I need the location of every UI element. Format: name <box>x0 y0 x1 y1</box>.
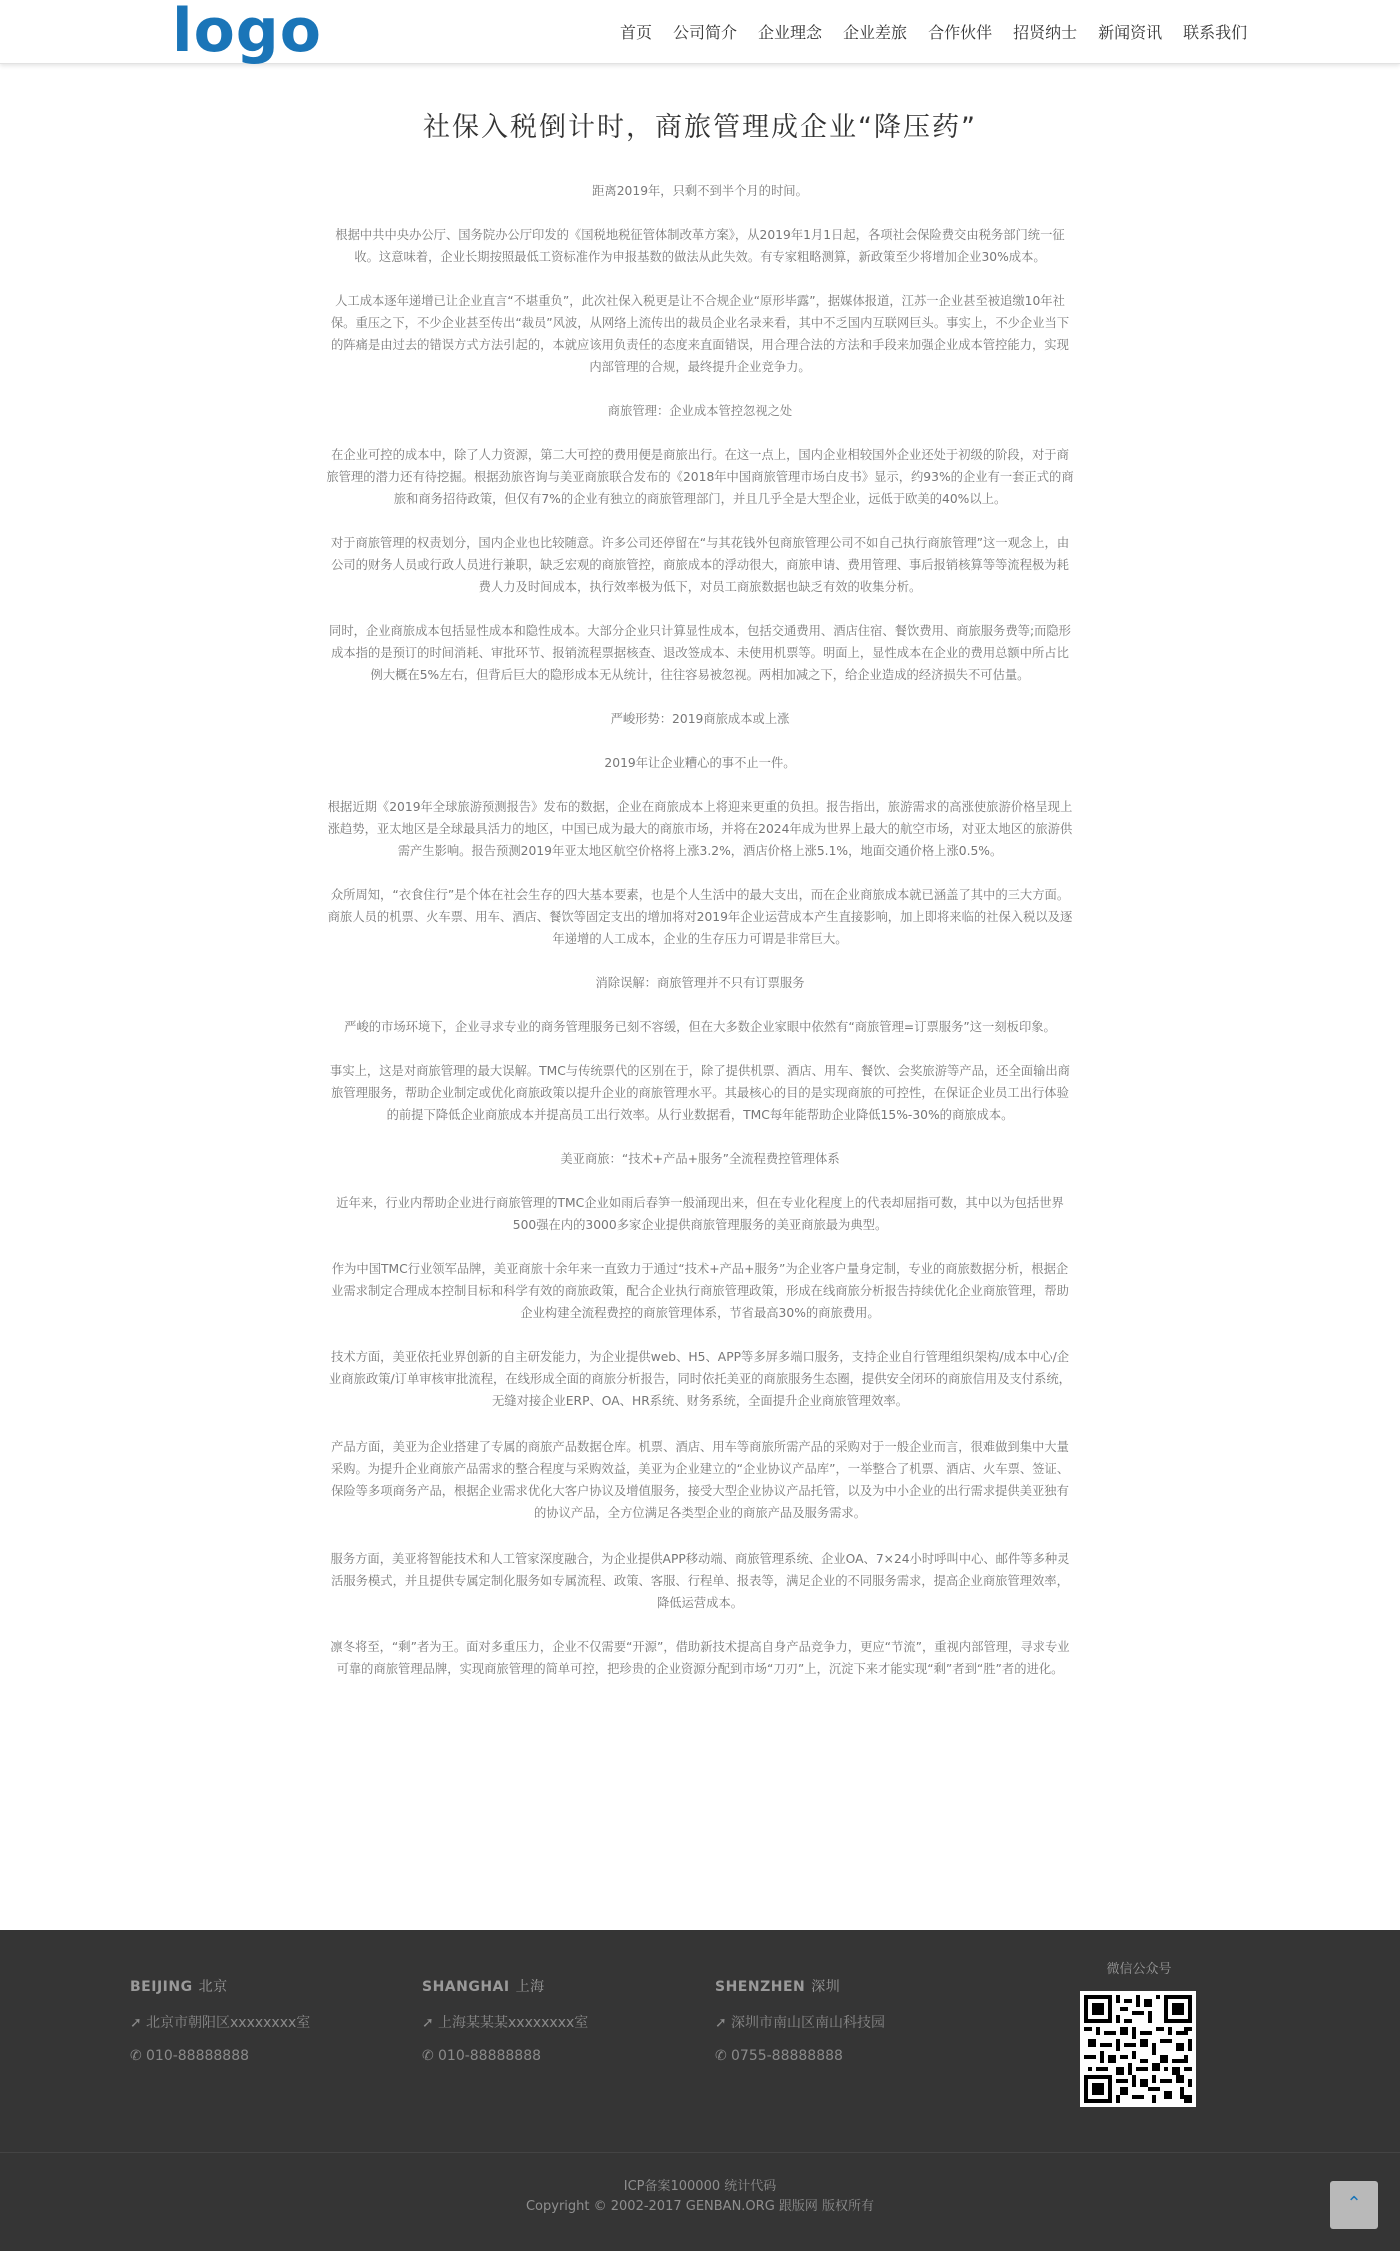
article-section-heading: 消除误解：商旅管理并不只有订票服务 <box>595 976 805 990</box>
back-to-top-button[interactable] <box>1330 2181 1378 2229</box>
chevron-up-icon: ⌃ <box>1346 2193 1362 2214</box>
phone-icon: ✆ <box>715 2048 727 2064</box>
office-address: ➚ 上海某某某xxxxxxxx室 <box>422 2015 589 2031</box>
copyright: Copyright © 2002-2017 GENBAN.ORG 跟版网 版权所有 <box>525 2199 875 2214</box>
article-title: 社保入税倒计时，商旅管理成企业“降压药” <box>423 112 977 143</box>
article-paragraph: 产品方面，美亚为企业搭建了专属的商旅产品数据仓库。机票、酒店、用车等商旅所需产品的采购对于一般企业而言，很难做到集中大量采购。为提升企业商旅产品需求的整合程度与采购效益，美亚为企业建立的“企业协议产品库”，一举整合了机票、酒店、火车票、签证、保险等多项商务产品，根据企业需求优化大客户协议及增值服务，接受大型企业协议产品托管，以及为中小企业的出行需求提供美亚独有的协议产品，全方位满足各类型企业的商旅产品及服务需求。 <box>330 1440 1070 1520</box>
footer-bottom <box>0 2152 1400 2251</box>
nav-item-partners[interactable]: 合作伙伴 <box>928 23 993 42</box>
article-paragraph: 近年来，行业内帮助企业进行商旅管理的TMC企业如雨后春笋一般涌现出来，但在专业化程度上的代表却屈指可数，其中以为包括世界500强在内的3000多家企业提供商旅管理服务的美亚商旅最为典型。 <box>336 1196 1064 1232</box>
article-paragraph: 在企业可控的成本中，除了人力资源，第二大可控的费用便是商旅出行。在这一点上，国内企业相较国外企业还处于初级的阶段，对于商旅管理的潜力还有待挖掘。根据劲旅咨询与美亚商旅联合发布的《2018年中国商旅管理市场白皮书》显示，约93%的企业有一套正式的商旅和商务招待政策，但仅有7%的企业有独立的商旅管理部门，并且几乎全是大型企业，远低于欧美的40%以上。 <box>326 448 1074 506</box>
article-paragraph: 作为中国TMC行业领军品牌，美亚商旅十余年来一直致力于通过“技术+产品+服务”为企业客户量身定制，专业的商旅数据分析，根据企业需求制定合理成本控制目标和科学有效的商旅政策，配合企业执行商旅管理政策，形成在线商旅分析报告持续优化企业商旅管理，帮助企业构建全流程费控的商旅管理体系，节省最高30%的商旅费用。 <box>331 1262 1069 1320</box>
office-phone: ✆ 010-88888888 <box>130 2048 250 2064</box>
site-logo[interactable]: logo <box>172 0 322 66</box>
office-shanghai <box>422 1976 682 2064</box>
site-header <box>0 0 1400 64</box>
phone-icon: ✆ <box>422 2048 434 2064</box>
article-paragraph: 距离2019年，只剩不到半个月的时间。 <box>592 184 808 198</box>
article-paragraph: 事实上，这是对商旅管理的最大误解。TMC与传统票代的区别在于，除了提供机票、酒店、用车、餐饮、会奖旅游等产品，还全面输出商旅管理服务，帮助企业制定或优化商旅政策以提升企业的商旅管理水平。其最核心的目的是实现商旅的可控性，在保证企业员工出行体验的前提下降低企业商旅成本并提高员工出行效率。从行业数据看，TMC每年能帮助企业降低15%-30%的商旅成本。 <box>330 1064 1070 1122</box>
phone-icon: ✆ <box>130 2048 142 2064</box>
nav-item-philosophy[interactable]: 企业理念 <box>758 23 823 42</box>
article-paragraph: 严峻的市场环境下，企业寻求专业的商务管理服务已刻不容缓，但在大多数企业家眼中依然有“商旅管理=订票服务”这一刻板印象。 <box>344 1020 1056 1034</box>
location-arrow-icon: ➚ <box>422 2015 434 2031</box>
article-paragraph: 根据近期《2019年全球旅游预测报告》发布的数据，企业在商旅成本上将迎来更重的负担。报告指出，旅游需求的高涨使旅游价格呈现上涨趋势，亚太地区是全球最具活力的地区，中国已成为最大的商旅市场，并将在2024年成为世界上最大的航空市场，对亚太地区的旅游供需产生影响。报告预测2019年亚太地区航空价格将上涨3.2%，酒店价格上涨5.1%，地面交通价格上涨0.5%。 <box>327 800 1073 858</box>
location-arrow-icon: ➚ <box>715 2015 727 2031</box>
article-paragraph: 服务方面，美亚将智能技术和人工管家深度融合，为企业提供APP移动端、商旅管理系统、企业OA、7×24小时呼叫中心、邮件等多种灵活服务模式，并且提供专属定制化服务如专属流程、政策、客服、行程单、报表等，满足企业的不同服务需求，提高企业商旅管理效率，降低运营成本。 <box>330 1552 1070 1610</box>
main-nav <box>620 20 1247 48</box>
nav-item-contact[interactable]: 联系我们 <box>1183 23 1248 42</box>
article-paragraph: 2019年让企业糟心的事不止一件。 <box>604 756 796 770</box>
location-arrow-icon: ➚ <box>130 2015 142 2031</box>
nav-item-careers[interactable]: 招贤纳士 <box>1013 23 1078 42</box>
office-title: SHENZHEN 深圳 <box>715 1979 841 1995</box>
office-address: ➚ 深圳市南山区南山科技园 <box>715 2015 885 2031</box>
article-paragraph: 人工成本逐年递增已让企业直言“不堪重负”，此次社保入税更是让不合规企业“原形毕露”，据媒体报道，江苏一企业甚至被追缴10年社保。重压之下，不少企业甚至传出“裁员”风波，从网络上流传出的裁员企业名录来看，其中不乏国内互联网巨头。事实上，不少企业当下的阵痛是由过去的错误方式方法引起的，本就应该用负责任的态度来直面错误，用合理合法的方法和手段来加强企业成本管控能力，实现内部管理的合规，最终提升企业竞争力。 <box>330 294 1070 374</box>
article-paragraph: 凛冬将至，“剩”者为王。面对多重压力，企业不仅需要“开源”，借助新技术提高自身产品竞争力，更应“节流”，重视内部管理，寻求专业可靠的商旅管理品牌，实现商旅管理的简单可控，把珍贵的企业资源分配到市场“刀刃”上，沉淀下来才能实现“剩”者到“胜”者的进化。 <box>330 1640 1070 1676</box>
article-paragraph: 众所周知，“衣食住行”是个体在社会生存的四大基本要素，也是个人生活中的最大支出，而在企业商旅成本就已涵盖了其中的三大方面。商旅人员的机票、火车票、用车、酒店、餐饮等固定支出的增加将对2019年企业运营成本产生直接影响，加上即将来临的社保入税以及逐年递增的人工成本，企业的生存压力可谓是非常巨大。 <box>327 888 1073 946</box>
nav-item-business-travel[interactable]: 企业差旅 <box>843 23 908 42</box>
nav-item-about[interactable]: 公司简介 <box>673 23 738 42</box>
nav-item-home[interactable]: 首页 <box>620 23 653 42</box>
wechat-qr-block <box>1080 1958 1198 2107</box>
office-title: BEIJING 北京 <box>130 1979 228 1995</box>
article-paragraph: 根据中共中央办公厅、国务院办公厅印发的《国税地税征管体制改革方案》，从2019年1月1日起，各项社会保险费交由税务部门统一征收。这意味着，企业长期按照最低工资标准作为申报基数的做法从此失效。有专家粗略测算，新政策至少将增加企业30%成本。 <box>335 228 1065 264</box>
article <box>326 108 1074 1702</box>
article-section-heading: 美亚商旅：“技术+产品+服务”全流程费控管理体系 <box>560 1152 840 1166</box>
article-paragraph: 对于商旅管理的权责划分，国内企业也比较随意。许多公司还停留在“与其花钱外包商旅管理公司不如自己执行商旅管理”这一观念上，由公司的财务人员或行政人员进行兼职，缺乏宏观的商旅管控，商旅成本的浮动很大，商旅申请、费用管理、事后报销核算等等流程极为耗费人力及时间成本，执行效率极为低下，对员工商旅数据也缺乏有效的收集分析。 <box>330 536 1070 594</box>
icp-record[interactable]: ICP备案100000 统计代码 <box>623 2179 777 2194</box>
office-phone: ✆ 010-88888888 <box>422 2048 542 2064</box>
nav-item-news[interactable]: 新闻资讯 <box>1098 23 1163 42</box>
wechat-label: 微信公众号 <box>1106 1962 1172 1977</box>
qr-code-icon <box>1080 1991 1196 2107</box>
article-section-heading: 严峻形势：2019商旅成本或上涨 <box>610 712 790 726</box>
office-phone: ✆ 0755-88888888 <box>715 2048 843 2064</box>
office-address: ➚ 北京市朝阳区xxxxxxxx室 <box>130 2015 311 2031</box>
office-beijing <box>130 1976 390 2064</box>
article-section-heading: 商旅管理：企业成本管控忽视之处 <box>607 404 793 418</box>
footer-contacts <box>0 1930 1400 2152</box>
site-footer <box>0 1930 1400 2251</box>
office-title: SHANGHAI 上海 <box>422 1979 545 1995</box>
office-shenzhen <box>715 1976 975 2064</box>
article-paragraph: 同时，企业商旅成本包括显性成本和隐性成本。大部分企业只计算显性成本，包括交通费用、酒店住宿、餐饮费用、商旅服务费等;而隐形成本指的是预订的时间消耗、审批环节、报销流程票据核查、退改签成本、未使用机票等。明面上，显性成本在企业的费用总额中所占比例大概在5%左右，但背后巨大的隐形成本无从统计，往往容易被忽视。两相加减之下，给企业造成的经济损失不可估量。 <box>329 624 1071 682</box>
article-paragraph: 技术方面，美亚依托业界创新的自主研发能力，为企业提供web、H5、APP等多屏多端口服务，支持企业自行管理组织架构/成本中心/企业商旅政策/订单审核审批流程，在线形成全面的商旅分析报告，同时依托美亚的商旅服务生态圈，提供安全闭环的商旅信用及支付系统，无缝对接企业ERP、OA、HR系统、财务系统，全面提升企业商旅管理效率。 <box>329 1350 1071 1408</box>
